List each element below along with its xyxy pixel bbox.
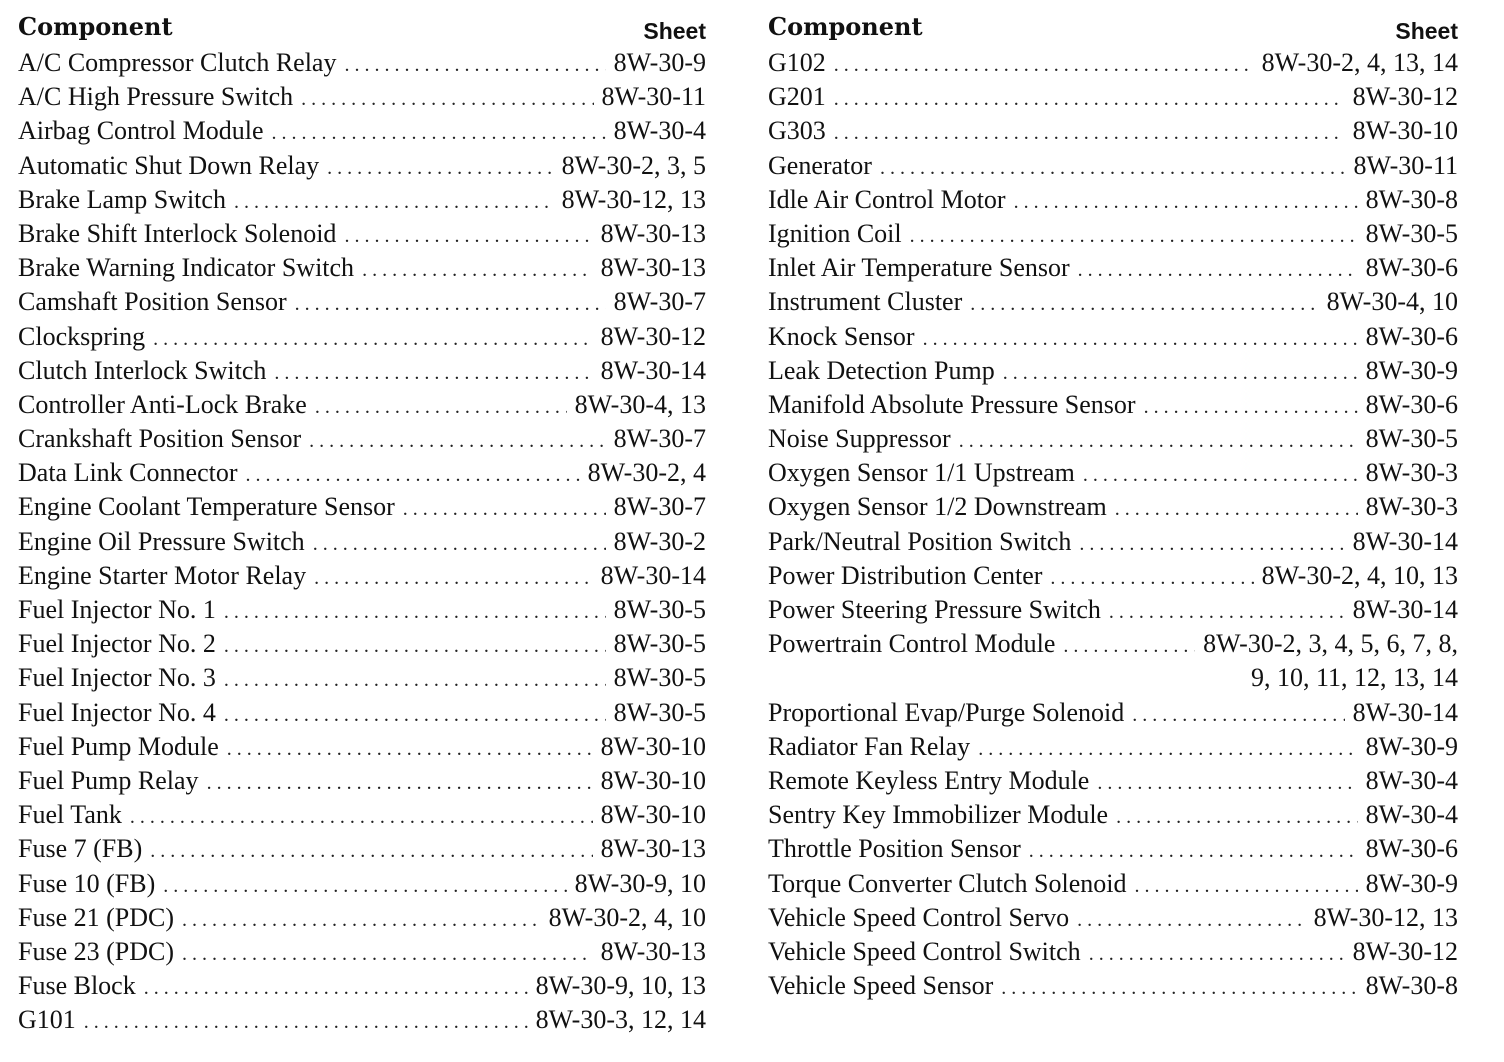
dot-leader	[224, 663, 606, 697]
dot-leader	[1116, 800, 1357, 834]
dot-leader	[978, 732, 1357, 766]
table-row	[18, 764, 706, 798]
table-row	[768, 901, 1458, 935]
component-name: Engine Starter Motor Relay	[18, 560, 307, 590]
component-name: Remote Keyless Entry Module	[768, 765, 1090, 795]
dot-leader	[314, 561, 592, 595]
sheet-reference: 8W-30-2, 4, 10	[548, 902, 706, 932]
table-row	[768, 935, 1458, 969]
dot-leader	[224, 595, 606, 629]
dot-leader	[153, 322, 592, 356]
sheet-reference: 8W-30-5	[613, 663, 706, 693]
sheet-reference: 8W-30-14	[600, 355, 706, 385]
sheet-reference: 8W-30-12, 13	[1313, 902, 1458, 932]
table-row	[768, 627, 1458, 661]
component-name: Fuse 7 (FB)	[18, 834, 143, 864]
dot-leader	[246, 458, 580, 492]
dot-leader	[880, 151, 1346, 185]
component-name: Sentry Key Immobilizer Module	[768, 800, 1109, 830]
table-row	[18, 183, 706, 217]
right-rows	[768, 46, 1458, 1003]
table-row	[768, 217, 1458, 251]
table-row	[768, 285, 1458, 319]
component-name: Fuse 10 (FB)	[18, 868, 156, 898]
sheet-reference: 8W-30-9, 10, 13	[535, 971, 706, 1001]
sheet-reference: 8W-30-13	[600, 936, 706, 966]
component-name: Clockspring	[18, 321, 146, 351]
dot-leader	[1078, 253, 1358, 287]
component-name: Inlet Air Temperature Sensor	[768, 253, 1070, 283]
table-row	[768, 456, 1458, 490]
sheet-reference: 8W-30-5	[613, 595, 706, 624]
component-name: Fuel Injector No. 1	[18, 595, 216, 624]
component-name: Brake Lamp Switch	[18, 184, 226, 214]
table-row	[768, 969, 1458, 1003]
sheet-reference: 8W-30-4	[1365, 800, 1458, 830]
sheet-reference: 8W-30-4	[1365, 765, 1458, 795]
right-column	[768, 12, 1458, 1003]
sheet-reference: 8W-30-12, 13	[561, 184, 706, 214]
sheet-reference: 8W-30-3	[1365, 458, 1458, 488]
dot-leader	[274, 356, 592, 390]
sheet-reference: 8W-30-14	[600, 560, 706, 590]
dot-leader	[1089, 937, 1345, 971]
table-row	[18, 1003, 706, 1037]
table-row	[18, 456, 706, 490]
dot-leader	[130, 800, 593, 834]
sheet-reference: 8W-30-5	[1365, 218, 1458, 248]
table-row	[18, 114, 706, 148]
sheet-reference: 8W-30-13	[600, 834, 706, 864]
sheet-reference: 8W-30-9	[1365, 868, 1458, 898]
dot-leader	[301, 82, 593, 116]
table-row	[768, 388, 1458, 422]
dot-leader	[1063, 629, 1195, 663]
sheet-reference: 9, 10, 11, 12, 13, 14	[1250, 663, 1458, 693]
table-row	[18, 149, 706, 183]
component-name: Vehicle Speed Control Switch	[768, 936, 1081, 966]
table-row	[768, 661, 1458, 695]
sheet-reference: 8W-30-10	[1352, 116, 1458, 146]
table-row	[18, 627, 706, 661]
component-name: Generator	[768, 150, 872, 180]
table-row	[18, 320, 706, 354]
component-name: Radiator Fan Relay	[768, 731, 971, 761]
table-row	[18, 559, 706, 593]
component-name: Fuel Injector No. 3	[18, 663, 216, 693]
table-row	[18, 730, 706, 764]
dot-leader	[144, 971, 528, 1005]
component-name: A/C High Pressure Switch	[18, 82, 294, 112]
sheet-reference: 8W-30-6	[1365, 253, 1458, 283]
sheet-reference: 8W-30-12	[600, 321, 706, 351]
table-row	[18, 285, 706, 319]
component-name: Camshaft Position Sensor	[18, 287, 287, 317]
component-name: Fuel Tank	[18, 800, 122, 830]
table-row	[768, 354, 1458, 388]
component-name: Leak Detection Pump	[768, 355, 995, 385]
sheet-reference: 8W-30-10	[600, 731, 706, 761]
sheet-reference: 8W-30-13	[600, 218, 706, 248]
table-row	[18, 217, 706, 251]
dot-leader	[923, 322, 1358, 356]
table-row	[18, 593, 706, 627]
table-row	[768, 559, 1458, 593]
table-row	[768, 46, 1458, 80]
sheet-reference: 8W-30-5	[613, 629, 706, 659]
component-name: Oxygen Sensor 1/1 Upstream	[768, 458, 1075, 488]
dot-leader	[182, 937, 593, 971]
left-column	[18, 12, 706, 1037]
sheet-reference: 8W-30-13	[600, 253, 706, 283]
component-name: Controller Anti-Lock Brake	[18, 389, 307, 419]
table-row	[18, 422, 706, 456]
table-row	[768, 114, 1458, 148]
dot-leader	[1132, 698, 1344, 732]
dot-leader	[834, 116, 1345, 150]
component-name: Torque Converter Clutch Solenoid	[768, 868, 1127, 898]
dot-leader	[227, 732, 593, 766]
sheet-reference: 8W-30-12	[1352, 82, 1458, 112]
dot-leader	[182, 903, 541, 937]
left-header	[18, 12, 706, 46]
sheet-reference: 8W-30-9	[613, 48, 706, 77]
component-header: Component	[18, 12, 173, 41]
sheet-reference: 8W-30-5	[613, 697, 706, 727]
component-name: Fuel Injector No. 4	[18, 697, 216, 727]
table-row	[18, 354, 706, 388]
sheet-reference: 8W-30-3, 12, 14	[535, 1005, 706, 1035]
sheet-reference: 8W-30-5	[1365, 424, 1458, 454]
table-row	[768, 525, 1458, 559]
sheet-reference: 8W-30-2, 4, 10, 13	[1261, 560, 1458, 590]
dot-leader	[1109, 595, 1345, 629]
dot-leader	[234, 185, 554, 219]
table-row	[18, 969, 706, 1003]
sheet-reference: 8W-30-9	[1365, 355, 1458, 385]
left-rows	[18, 46, 706, 1037]
dot-leader	[1050, 561, 1253, 595]
table-row	[18, 798, 706, 832]
component-name: Fuel Pump Relay	[18, 765, 199, 795]
dot-leader	[834, 48, 1254, 82]
component-name: Instrument Cluster	[768, 287, 963, 317]
component-name: Automatic Shut Down Relay	[18, 150, 320, 180]
dot-leader	[1001, 971, 1357, 1005]
dot-leader	[224, 629, 606, 663]
sheet-reference: 8W-30-14	[1352, 697, 1458, 727]
dot-leader	[224, 698, 606, 732]
sheet-reference: 8W-30-11	[601, 82, 706, 112]
table-row	[768, 183, 1458, 217]
dot-leader	[327, 151, 553, 185]
component-name: Power Distribution Center	[768, 560, 1043, 590]
component-name: Idle Air Control Motor	[768, 184, 1006, 214]
component-name: Noise Suppressor	[768, 424, 951, 454]
dot-leader	[1003, 356, 1358, 390]
component-name: Powertrain Control Module	[768, 629, 1056, 659]
table-row	[768, 80, 1458, 114]
sheet-reference: 8W-30-2, 3, 4, 5, 6, 7, 8,	[1203, 629, 1458, 659]
sheet-reference: 8W-30-2, 3, 5	[561, 150, 706, 180]
sheet-reference: 8W-30-4, 10	[1326, 287, 1458, 317]
component-name: Fuse 21 (PDC)	[18, 902, 175, 932]
table-row	[18, 832, 706, 866]
component-name: Brake Shift Interlock Solenoid	[18, 218, 337, 248]
dot-leader	[1014, 185, 1358, 219]
component-name: Airbag Control Module	[18, 116, 264, 146]
component-name: Data Link Connector	[18, 458, 238, 488]
component-name: Engine Oil Pressure Switch	[18, 526, 305, 556]
component-name: Oxygen Sensor 1/2 Downstream	[768, 492, 1107, 522]
dot-leader	[1083, 458, 1358, 492]
sheet-reference: 8W-30-10	[600, 800, 706, 830]
component-name: Fuel Pump Module	[18, 731, 219, 761]
table-row	[18, 661, 706, 695]
component-name: G102	[768, 48, 826, 77]
component-name: Power Steering Pressure Switch	[768, 595, 1101, 624]
dot-leader	[1079, 527, 1344, 561]
sheet-reference: 8W-30-9, 10	[574, 868, 706, 898]
sheet-reference: 8W-30-6	[1365, 834, 1458, 864]
component-name: Ignition Coil	[768, 218, 902, 248]
table-row	[768, 149, 1458, 183]
table-row	[768, 320, 1458, 354]
dot-leader	[834, 82, 1345, 116]
sheet-reference: 8W-30-11	[1353, 150, 1458, 180]
component-name: Fuse Block	[18, 971, 136, 1001]
sheet-reference: 8W-30-8	[1365, 971, 1458, 1001]
table-row	[768, 696, 1458, 730]
dot-leader	[315, 390, 567, 424]
dot-leader	[295, 287, 606, 321]
dot-leader	[1135, 869, 1358, 903]
sheet-reference: 8W-30-7	[613, 424, 706, 454]
sheet-reference: 8W-30-7	[613, 287, 706, 317]
table-row	[18, 80, 706, 114]
component-name: Vehicle Speed Sensor	[768, 971, 994, 1001]
sheet-reference: 8W-30-2, 4	[587, 458, 706, 488]
dot-leader	[403, 492, 606, 526]
table-row	[768, 798, 1458, 832]
dot-leader	[970, 287, 1318, 321]
table-row	[768, 490, 1458, 524]
component-name: Brake Warning Indicator Switch	[18, 253, 355, 283]
component-name: Knock Sensor	[768, 321, 915, 351]
table-row	[18, 901, 706, 935]
component-name: Clutch Interlock Switch	[18, 355, 267, 385]
dot-leader	[344, 219, 592, 253]
dot-leader	[910, 219, 1358, 253]
sheet-reference: 8W-30-6	[1365, 321, 1458, 351]
component-header: Component	[768, 12, 923, 41]
dot-leader	[1144, 390, 1358, 424]
table-row	[18, 490, 706, 524]
dot-leader	[1029, 834, 1358, 868]
table-row	[768, 764, 1458, 798]
sheet-reference: 8W-30-4, 13	[574, 389, 706, 419]
component-name: Throttle Position Sensor	[768, 834, 1021, 864]
sheet-reference: 8W-30-3	[1365, 492, 1458, 522]
dot-leader	[362, 253, 593, 287]
component-name: G303	[768, 116, 826, 146]
sheet-reference: 8W-30-9	[1365, 731, 1458, 761]
component-name: Proportional Evap/Purge Solenoid	[768, 697, 1125, 727]
sheet-reference: 8W-30-2, 4, 13, 14	[1261, 48, 1458, 77]
right-header	[768, 12, 1458, 46]
dot-leader	[344, 48, 605, 82]
table-row	[18, 525, 706, 559]
sheet-reference: 8W-30-12	[1352, 936, 1458, 966]
dot-leader	[272, 116, 606, 150]
table-row	[18, 696, 706, 730]
table-row	[768, 867, 1458, 901]
dot-leader	[959, 424, 1358, 458]
component-name: Crankshaft Position Sensor	[18, 424, 302, 454]
sheet-reference: 8W-30-10	[600, 765, 706, 795]
component-name: A/C Compressor Clutch Relay	[18, 48, 337, 77]
component-name: Park/Neutral Position Switch	[768, 526, 1072, 556]
sheet-reference: 8W-30-14	[1352, 595, 1458, 624]
component-name: Manifold Absolute Pressure Sensor	[768, 389, 1136, 419]
sheet-reference: 8W-30-4	[613, 116, 706, 146]
dot-leader	[1097, 766, 1357, 800]
sheet-reference: 8W-30-2	[613, 526, 706, 556]
component-name: G201	[768, 82, 826, 112]
sheet-header: Sheet	[1395, 18, 1458, 44]
table-row	[18, 251, 706, 285]
dot-leader	[207, 766, 593, 800]
table-row	[18, 388, 706, 422]
sheet-header: Sheet	[643, 18, 706, 44]
dot-leader	[150, 834, 592, 868]
table-row	[768, 422, 1458, 456]
component-name: G101	[18, 1005, 76, 1035]
table-row	[768, 251, 1458, 285]
dot-leader	[1115, 492, 1358, 526]
component-name: Fuel Injector No. 2	[18, 629, 216, 659]
table-row	[768, 730, 1458, 764]
component-name: Fuse 23 (PDC)	[18, 936, 175, 966]
table-row	[18, 867, 706, 901]
table-row	[18, 935, 706, 969]
sheet-reference: 8W-30-6	[1365, 389, 1458, 419]
dot-leader	[1077, 903, 1305, 937]
component-name: Vehicle Speed Control Servo	[768, 902, 1070, 932]
sheet-reference: 8W-30-14	[1352, 526, 1458, 556]
sheet-reference: 8W-30-8	[1365, 184, 1458, 214]
table-row	[768, 593, 1458, 627]
sheet-reference: 8W-30-7	[613, 492, 706, 522]
dot-leader	[84, 1005, 528, 1039]
dot-leader	[309, 424, 605, 458]
dot-leader	[163, 869, 566, 903]
component-name: Engine Coolant Temperature Sensor	[18, 492, 395, 522]
table-row	[18, 46, 706, 80]
dot-leader	[313, 527, 606, 561]
table-row	[768, 832, 1458, 866]
